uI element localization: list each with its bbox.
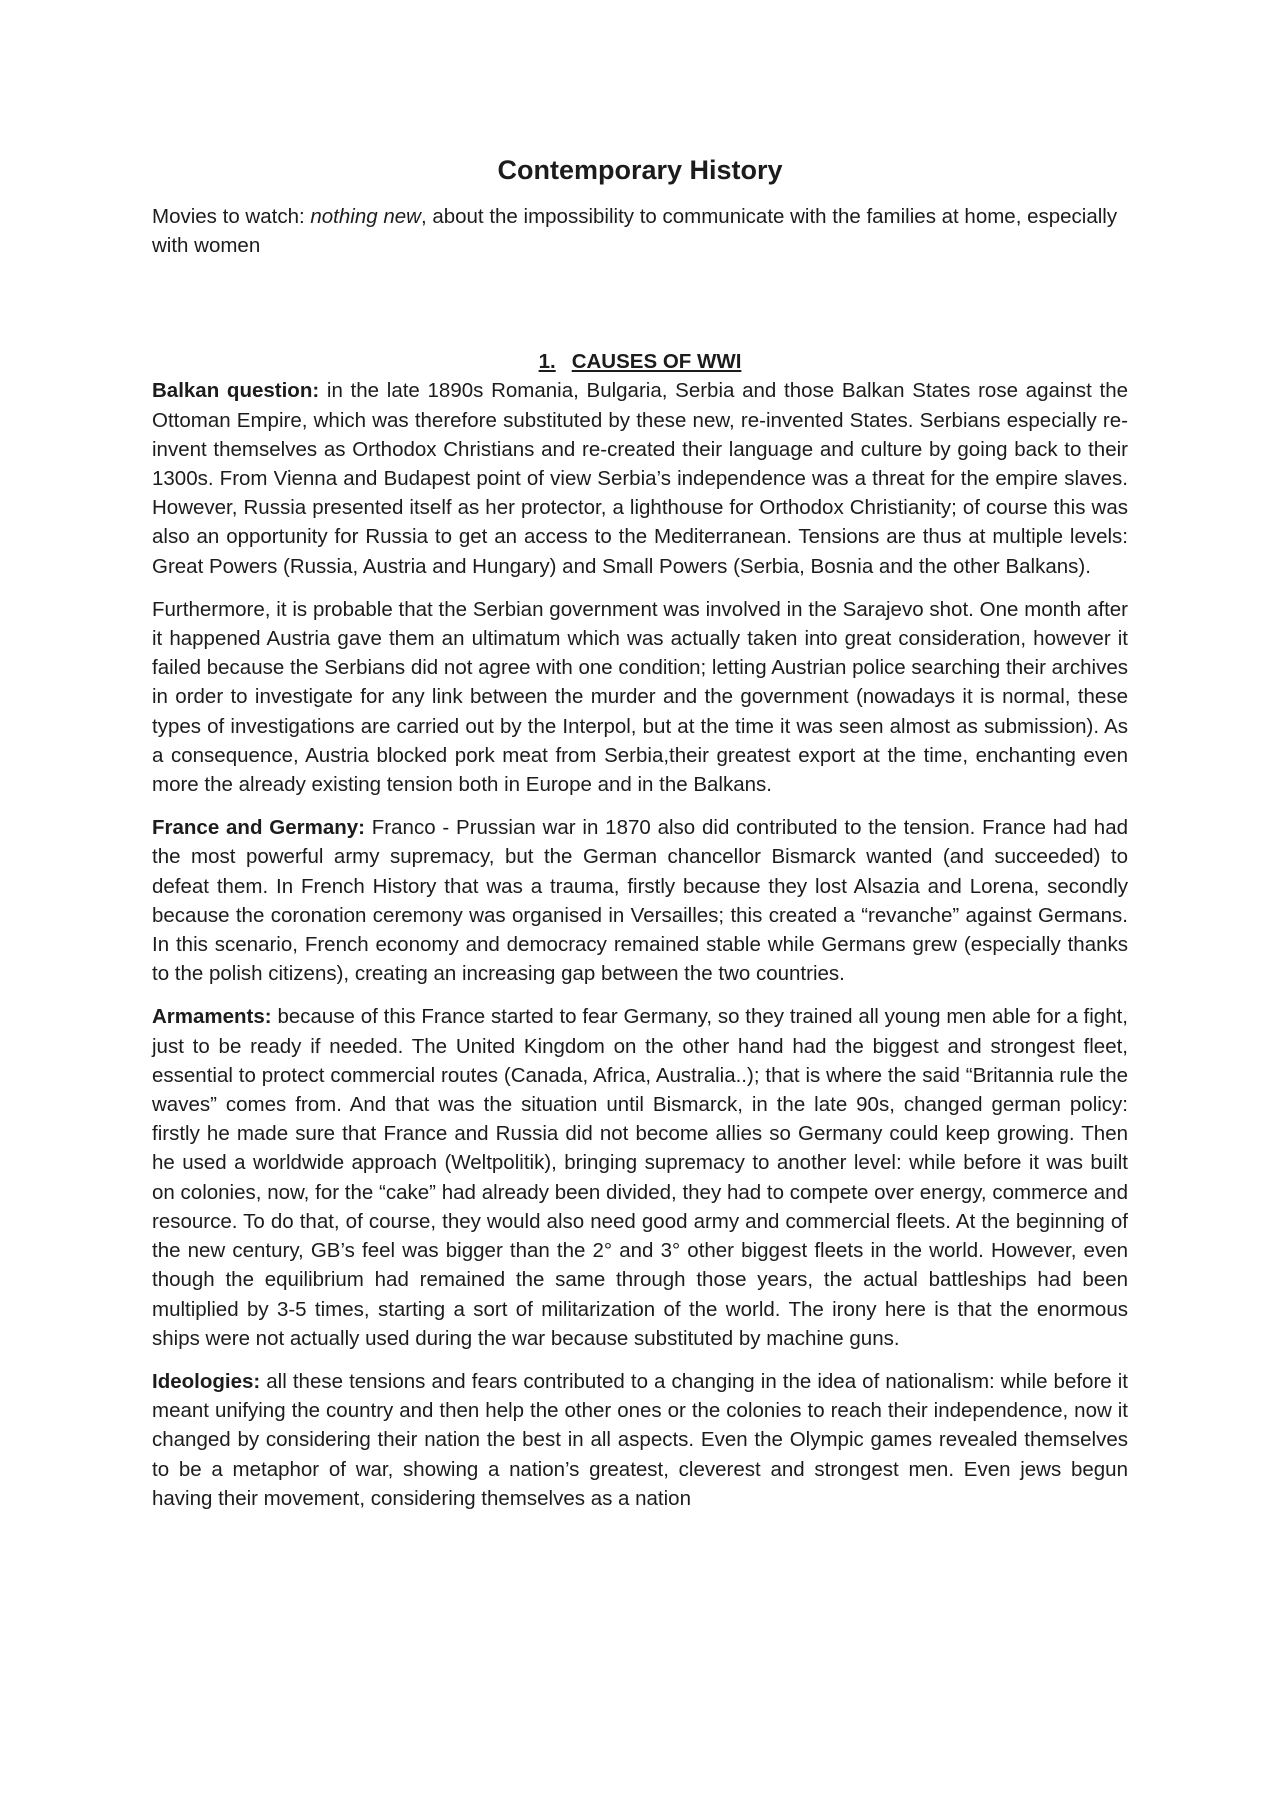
- paragraph-lead: France and Germany:: [152, 816, 365, 840]
- paragraph-text: Franco - Prussian war in 1870 also did contributed to the tension. France had had the most powerful army supremacy, but the German chancellor Bismarck wanted (and succeeded) to defeat them. In French History that was a trauma, firstly because they lost Alsazia and Lorena, secondly because the coronation ceremony was organised in Versailles; this created a “revanche” against Germans. In this scenario, French economy and democracy remained stable while Germans grew (especially thanks to the polish citizens), creating an increasing gap between the two countries.: [152, 816, 1128, 986]
- paragraph-armaments: [152, 1002, 1128, 1352]
- paragraph-text: because of this France started to fear Germany, so they trained all young men able for a fight, just to be ready if needed. The United Kingdom on the other hand had the biggest and strongest fleet, essential to protect commercial routes (Canada, Africa, Australia..); that is where the said “Britannia rule the waves” comes from. And that was the situation until Bismarck, in the late 90s, changed german policy: firstly he made sure that France and Russia did not become allies so Germany could keep growing. Then he used a worldwide approach (Weltpolitik), bringing supremacy to another level: while before it was built on colonies, now, for the “cake” had already been divided, they had to compete over energy, commerce and resource. To do that, of course, they would also need good army and commercial fleets. At the beginning of the new century, GB’s feel was bigger than the 2° and 3° other biggest fleets in the world. However, even though the equilibrium had remained the same through those years, the actual battleships had been multiplied by 3-5 times, starting a sort of militarization of the world. The irony here is that the enormous ships were not actually used during the war because substituted by machine guns.: [152, 1005, 1128, 1350]
- intro-prefix: Movies to watch:: [152, 205, 311, 228]
- intro-movie-title: nothing new: [310, 205, 421, 228]
- paragraph-lead: Ideologies:: [152, 1369, 261, 1393]
- section-title: CAUSES OF WWI: [571, 350, 742, 374]
- paragraph-france-germany: [152, 813, 1128, 988]
- document-page: [152, 150, 1128, 1513]
- paragraph-text: all these tensions and fears contributed to a changing in the idea of nationalism: while before it meant unifying the country and then help the other ones or the colonies to reach their independence, now it changed by considering their nation the best in all aspects. Even the Olympic games revealed themselves to be a metaphor of war, showing a nation’s greatest, cleverest and strongest men. Even jews begun having their movement, considering themselves as a nation: [152, 1369, 1128, 1510]
- paragraph-text: Furthermore, it is probable that the Serbian government was involved in the Sarajevo shot. One month after it happened Austria gave them an ultimatum which was actually taken into great consideration, however it failed because the Serbians did not agree with one condition; letting Austrian police searching their archives in order to investigate for any link between the murder and the government (nowadays it is normal, these types of investigations are carried out by the Interpol, but at the time it was seen almost as submission). As a consequence, Austria blocked pork meat from Serbia,their greatest export at the time, enchanting even more the already existing tension both in Europe and in the Balkans.: [152, 597, 1128, 797]
- section-heading: [152, 347, 1128, 376]
- intro-suffix: , about the impossibility to communicate with the families at home, especially with women: [152, 205, 1118, 258]
- paragraph-ideologies: [152, 1367, 1128, 1513]
- paragraph-lead: Armaments:: [152, 1005, 272, 1029]
- intro-paragraph: [152, 202, 1128, 260]
- paragraph-balkan-question: [152, 376, 1128, 580]
- paragraph-sarajevo: [152, 595, 1128, 799]
- section-number: 1.: [538, 350, 556, 374]
- paragraph-lead: Balkan question:: [152, 379, 320, 403]
- page-title: Contemporary History: [497, 155, 783, 185]
- paragraph-text: in the late 1890s Romania, Bulgaria, Serbia and those Balkan States rose against the Ottoman Empire, which was therefore substituted by these new, re-invented States. Serbians especially re-invent themselves as Orthodox Christians and re-created their language and culture by going back to their 1300s. From Vienna and Budapest point of view Serbia’s independence was a threat for the empire slaves. However, Russia presented itself as her protector, a lighthouse for Orthodox Christianity; of course this was also an opportunity for Russia to get an access to the Mediterranean. Tensions are thus at multiple levels: Great Powers (Russia, Austria and Hungary) and Small Powers (Serbia, Bosnia and the other Balkans).: [152, 379, 1128, 578]
